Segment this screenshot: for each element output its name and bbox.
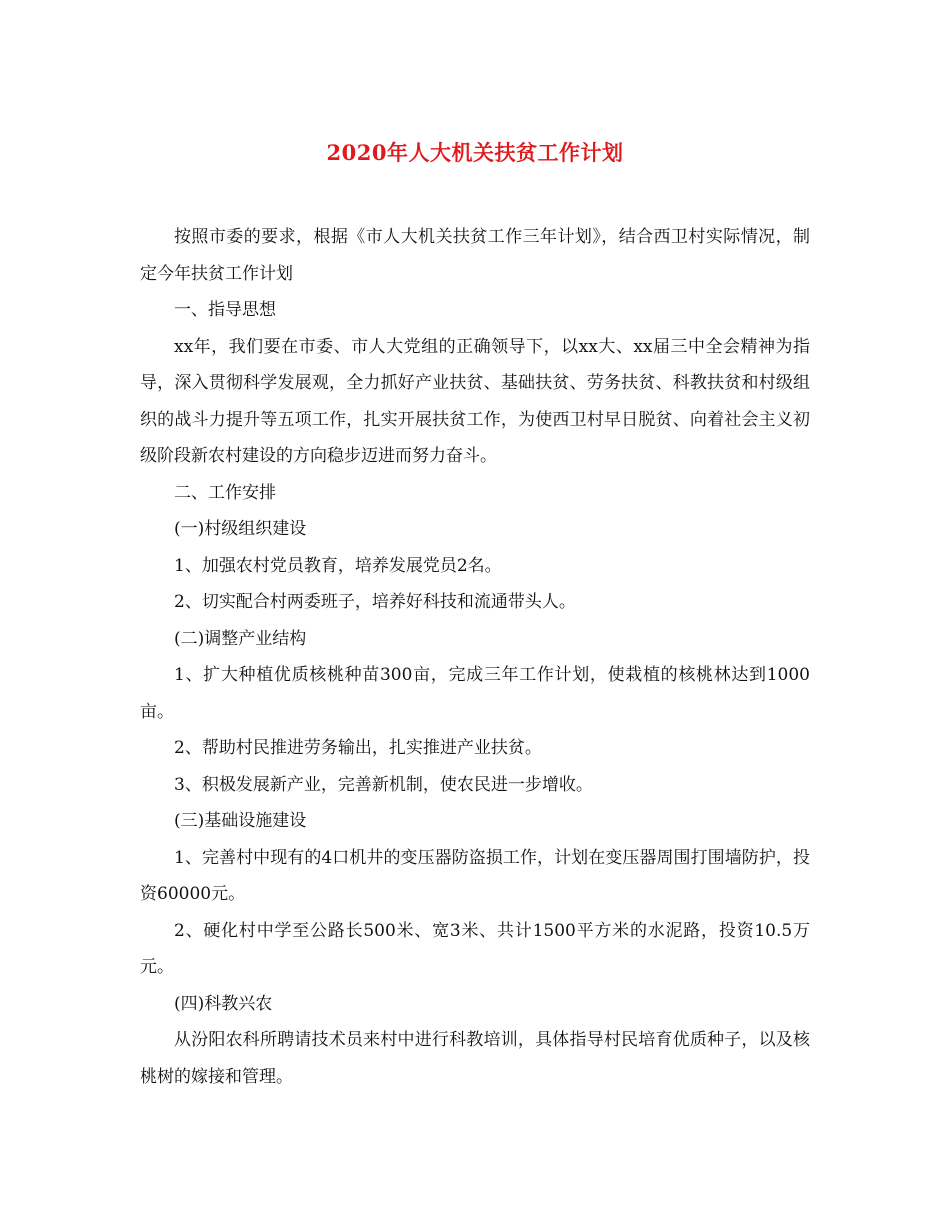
list-item: 1、加强农村党员教育，培养发展党员2名。: [174, 555, 502, 576]
list-item: 3、积极发展新产业，完善新机制，使农民进一步增收。: [174, 774, 593, 795]
subsection-heading: (二)调整产业结构: [174, 628, 307, 649]
intro-paragraph: 按照市委的要求，根据《市人大机关扶贫工作三年计划》，结合西卫村实际情况，制定今年扶贫工作计划: [140, 227, 810, 284]
document-body: [140, 219, 810, 1095]
list-item: 1、完善村中现有的4口机井的变压器防盗损工作，计划在变压器周围打围墙防护，投资60000元。: [140, 847, 810, 904]
list-item: 2、帮助村民推进劳务输出，扎实推进产业扶贫。: [174, 738, 542, 758]
section-heading: 一、指导思想: [174, 300, 276, 320]
document-title: 2020年人大机关扶贫工作计划: [326, 140, 624, 165]
section-heading: 二、工作安排: [174, 482, 276, 503]
subsection-heading: (四)科教兴农: [174, 993, 273, 1014]
body-paragraph: 从汾阳农科所聘请技术员来村中进行科教培训，具体指导村民培育优质种子，以及核桃树的嫁接和管理。: [140, 1030, 810, 1087]
list-item: 1、扩大种植优质核桃种苗300亩，完成三年工作计划，使栽植的核桃林达到1000亩。: [140, 665, 810, 722]
subsection-heading: (一)村级组织建设: [174, 519, 307, 539]
body-paragraph: xx年，我们要在市委、市人大党组的正确领导下，以xx大、xx届三中全会精神为指导，深入贯彻科学发展观，全力抓好产业扶贫、基础扶贫、劳务扶贫、科教扶贫和村级组织的战斗力提升等五项工作，扎实开展扶贫工作，为使西卫村早日脱贫、向着社会主义初级阶段新农村建设的方向稳步迈进而努力奋斗。: [140, 336, 810, 466]
list-item: 2、切实配合村两委班子，培养好科技和流通带头人。: [174, 592, 576, 612]
list-item: 2、硬化村中学至公路长500米、宽3米、共计1500平方米的水泥路，投资10.5万元。: [140, 920, 810, 977]
subsection-heading: (三)基础设施建设: [174, 811, 307, 831]
